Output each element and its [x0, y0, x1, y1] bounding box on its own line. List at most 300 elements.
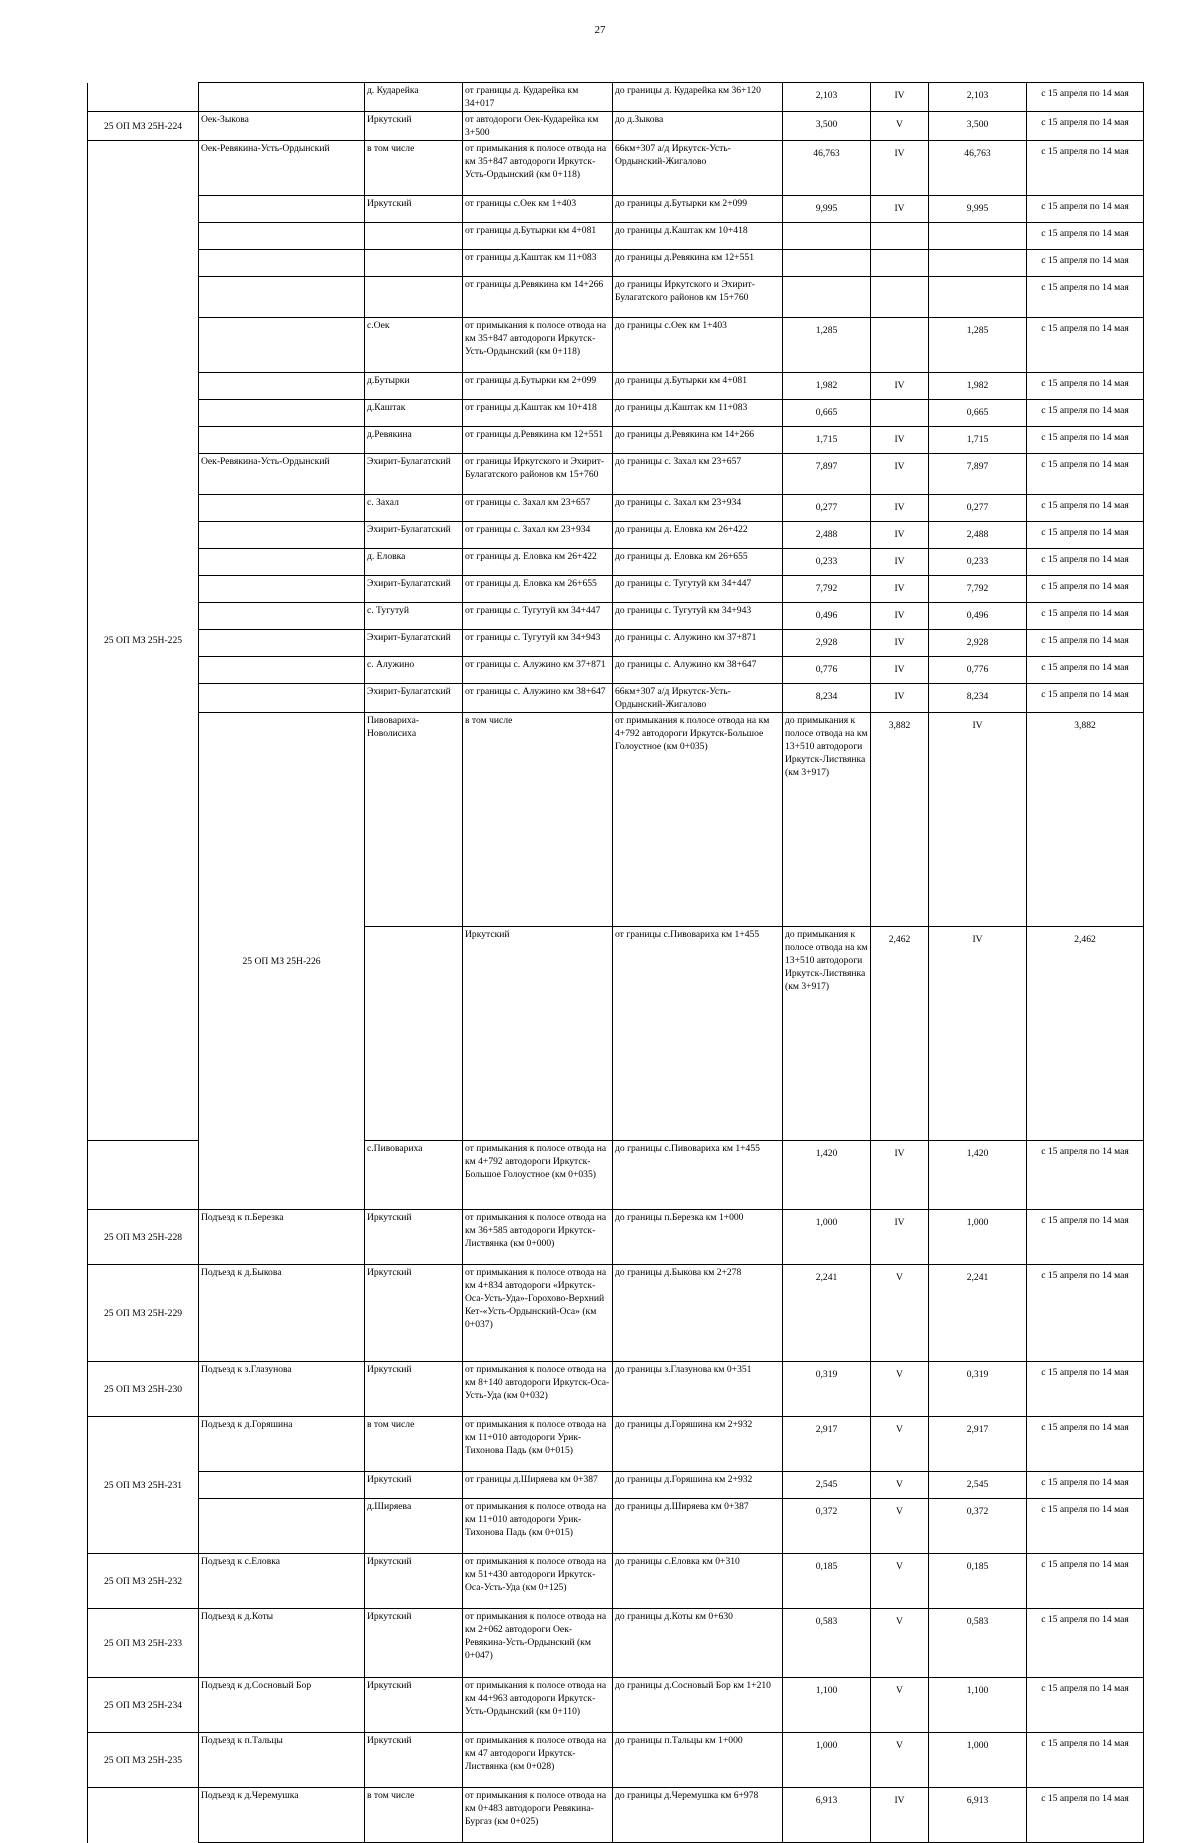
table-row — [88, 1678, 1144, 1733]
category-cell: V — [871, 1499, 929, 1554]
category-cell: IV — [871, 196, 929, 223]
length-cell: 2,928 — [783, 630, 871, 657]
category-cell: IV — [871, 603, 929, 630]
length-cell: 3,882 — [871, 713, 929, 927]
category-cell — [871, 250, 929, 277]
length-total-cell: 1,420 — [929, 1141, 1027, 1210]
district-cell: Эхирит-Булагатский — [365, 522, 463, 549]
road-name-cell — [199, 250, 365, 277]
category-cell: V — [871, 1733, 929, 1788]
district-cell: в том числе — [365, 1417, 463, 1472]
from-cell: от границы д.Ревякина км 12+551 — [463, 427, 613, 454]
from-cell: от границы д.Каштак км 10+418 — [463, 400, 613, 427]
district-cell: Иркутский — [365, 1265, 463, 1362]
restriction-period-cell: с 15 апреля по 14 мая — [1027, 1554, 1144, 1609]
restriction-period-cell: с 15 апреля по 14 мая — [1027, 1362, 1144, 1417]
road-name-cell — [199, 427, 365, 454]
road-name-cell: Подъезд к с.Еловка — [199, 1554, 365, 1609]
table-row — [88, 277, 1144, 318]
district-cell: с.Оек — [365, 318, 463, 373]
category-cell: IV — [871, 83, 929, 112]
restriction-period-cell: с 15 апреля по 14 мая — [1027, 318, 1144, 373]
district-cell — [365, 277, 463, 318]
category-cell: V — [871, 1554, 929, 1609]
table-row — [88, 1362, 1144, 1417]
category-cell: IV — [871, 630, 929, 657]
restriction-period-cell: с 15 апреля по 14 мая — [1027, 657, 1144, 684]
category-cell: IV — [871, 1788, 929, 1843]
from-cell: от примыкания к полосе отвода на км 11+010 автодороги Урик-Тихонова Падь (км 0+015) — [463, 1499, 613, 1554]
table-row — [88, 427, 1144, 454]
to-cell: до границы д.Ревякина км 12+551 — [613, 250, 783, 277]
to-cell: до границы с. Тугутуй км 34+943 — [613, 603, 783, 630]
length-cell: 1,000 — [783, 1733, 871, 1788]
length-total-cell: 1,715 — [929, 427, 1027, 454]
length-cell: 2,103 — [783, 83, 871, 112]
category-cell: IV — [929, 713, 1027, 927]
length-cell — [783, 223, 871, 250]
restriction-period-cell: с 15 апреля по 14 мая — [1027, 1265, 1144, 1362]
from-cell: от границы с. Захал км 23+657 — [463, 495, 613, 522]
length-cell: 2,462 — [871, 927, 929, 1141]
length-total-cell: 1,000 — [929, 1210, 1027, 1265]
road-name-cell — [199, 223, 365, 250]
to-cell: до границы с. Тугутуй км 34+447 — [613, 576, 783, 603]
table-row — [88, 1265, 1144, 1362]
road-name-cell — [199, 522, 365, 549]
road-name-cell — [365, 927, 463, 1141]
district-cell: д.Ревякина — [365, 427, 463, 454]
length-total-cell: 7,792 — [929, 576, 1027, 603]
road-name-cell — [199, 684, 365, 713]
table-row — [88, 318, 1144, 373]
restriction-period-cell: с 15 апреля по 14 мая — [1027, 1472, 1144, 1499]
road-code-cell: 25 ОП МЗ 25Н-230 — [88, 1362, 199, 1417]
to-cell: до границы д.Ширяева км 0+387 — [613, 1499, 783, 1554]
length-total-cell: 0,776 — [929, 657, 1027, 684]
restriction-period-cell: с 15 апреля по 14 мая — [1027, 400, 1144, 427]
length-total-cell: 2,488 — [929, 522, 1027, 549]
from-cell: от границы д.Ширяева км 0+387 — [463, 1472, 613, 1499]
length-total-cell: 0,496 — [929, 603, 1027, 630]
road-name-cell — [88, 1141, 199, 1210]
length-cell: 0,665 — [783, 400, 871, 427]
to-cell: до границы с. Алужино км 37+871 — [613, 630, 783, 657]
from-cell: от границы с. Алужино км 38+647 — [463, 684, 613, 713]
length-cell: 0,319 — [783, 1362, 871, 1417]
table-row — [88, 373, 1144, 400]
length-cell: 2,241 — [783, 1265, 871, 1362]
to-cell: до границы с.Оек км 1+403 — [613, 318, 783, 373]
to-cell: 66км+307 а/д Иркутск-Усть-Ордынский-Жигалово — [613, 684, 783, 713]
category-cell: IV — [871, 549, 929, 576]
to-cell: до границы с. Захал км 23+934 — [613, 495, 783, 522]
road-name-cell — [199, 400, 365, 427]
road-name-cell: Подъезд к д.Горяшина — [199, 1417, 365, 1472]
district-cell: с.Пивовариха — [365, 1141, 463, 1210]
table-row — [88, 1609, 1144, 1678]
from-cell: от границы д. Еловка км 26+422 — [463, 549, 613, 576]
road-code-cell: 25 ОП МЗ 25Н-228 — [88, 1210, 199, 1265]
length-cell: 1,982 — [783, 373, 871, 400]
to-cell: до границы с. Алужино км 38+647 — [613, 657, 783, 684]
district-cell: д.Каштак — [365, 400, 463, 427]
to-cell: до границы д. Еловка км 26+422 — [613, 522, 783, 549]
from-cell: от границы с.Пивовариха км 1+455 — [613, 927, 783, 1141]
district-cell: Иркутский — [365, 1210, 463, 1265]
district-cell: д.Ширяева — [365, 1499, 463, 1554]
table-row — [88, 1788, 1144, 1843]
length-cell: 7,792 — [783, 576, 871, 603]
to-cell: до границы д.Каштак км 11+083 — [613, 400, 783, 427]
from-cell: от границы д. Кударейка км 34+017 — [463, 83, 613, 112]
road-name-cell — [199, 657, 365, 684]
restriction-period-cell: с 15 апреля по 14 мая — [1027, 549, 1144, 576]
length-total-cell: 0,665 — [929, 400, 1027, 427]
length-cell: 2,488 — [783, 522, 871, 549]
district-cell: Иркутский — [463, 927, 613, 1141]
category-cell: IV — [871, 427, 929, 454]
restriction-period-cell: с 15 апреля по 14 мая — [1027, 427, 1144, 454]
length-cell: 1,000 — [783, 1210, 871, 1265]
length-total-cell: 2,545 — [929, 1472, 1027, 1499]
road-code-cell: 25 ОП МЗ 25Н-231 — [88, 1417, 199, 1554]
to-cell: до примыкания к полосе отвода на км 13+510 автодороги Иркутск-Листвянка (км 3+917) — [783, 927, 871, 1141]
district-cell: в том числе — [365, 141, 463, 196]
length-cell: 0,496 — [783, 603, 871, 630]
district-cell: Эхирит-Булагатский — [365, 576, 463, 603]
length-total-cell: 0,319 — [929, 1362, 1027, 1417]
restriction-period-cell: с 15 апреля по 14 мая — [1027, 373, 1144, 400]
category-cell: IV — [871, 1141, 929, 1210]
road-name-cell — [199, 277, 365, 318]
road-name-cell — [199, 576, 365, 603]
road-code-cell: 25 ОП МЗ 25Н-224 — [88, 112, 199, 141]
road-name-cell: Подъезд к з.Глазунова — [199, 1362, 365, 1417]
length-cell: 8,234 — [783, 684, 871, 713]
restriction-period-cell: с 15 апреля по 14 мая — [1027, 1210, 1144, 1265]
table-row — [88, 522, 1144, 549]
restriction-period-cell: с 15 апреля по 14 мая — [1027, 1417, 1144, 1472]
road-name-cell: Подъезд к п.Березка — [199, 1210, 365, 1265]
from-cell: от автодороги Оек-Кударейка км 3+500 — [463, 112, 613, 141]
road-name-cell — [199, 495, 365, 522]
table-row — [88, 1499, 1144, 1554]
to-cell: до границы д.Быкова км 2+278 — [613, 1265, 783, 1362]
district-cell: Иркутский — [365, 112, 463, 141]
restriction-period-cell: с 15 апреля по 14 мая — [1027, 223, 1144, 250]
district-cell: в том числе — [463, 713, 613, 927]
length-cell: 1,420 — [783, 1141, 871, 1210]
category-cell: V — [871, 1678, 929, 1733]
table-row — [88, 1733, 1144, 1788]
table-row — [88, 454, 1144, 495]
from-cell: от примыкания к полосе отвода на км 47 автодороги Иркутск-Листвянка (км 0+028) — [463, 1733, 613, 1788]
from-cell: от границы с. Алужино км 37+871 — [463, 657, 613, 684]
from-cell: от примыкания к полосе отвода на км 35+847 автодороги Иркутск-Усть-Ордынский (км 0+118) — [463, 141, 613, 196]
road-code-cell: 25 ОП МЗ 25Н-235 — [88, 1733, 199, 1788]
road-code-cell: 25 ОП МЗ 25Н-225 — [88, 141, 199, 1141]
to-cell: до границы д. Кударейка км 36+120 — [613, 83, 783, 112]
district-cell: Иркутский — [365, 1472, 463, 1499]
road-name-cell: Пивовариха-Новолисиха — [365, 713, 463, 927]
from-cell: от границы с. Тугутуй км 34+943 — [463, 630, 613, 657]
to-cell: до границы д.Каштак км 10+418 — [613, 223, 783, 250]
district-cell: с. Захал — [365, 495, 463, 522]
from-cell: от границы с. Захал км 23+934 — [463, 522, 613, 549]
category-cell: IV — [871, 373, 929, 400]
page-number: 27 — [594, 24, 606, 36]
length-total-cell: 0,583 — [929, 1609, 1027, 1678]
to-cell: до границы д.Коты км 0+630 — [613, 1609, 783, 1678]
table-row — [88, 400, 1144, 427]
road-name-cell: Оек-Ревякина-Усть-Ордынский — [199, 141, 365, 196]
table-row — [88, 603, 1144, 630]
restriction-period-cell: с 15 апреля по 14 мая — [1027, 250, 1144, 277]
from-cell: от примыкания к полосе отвода на км 51+430 автодороги Иркутск-Оса-Усть-Уда (км 0+125) — [463, 1554, 613, 1609]
length-total-cell: 1,285 — [929, 318, 1027, 373]
road-name-cell — [199, 196, 365, 223]
restriction-period-cell: с 15 апреля по 14 мая — [1027, 196, 1144, 223]
from-cell: от примыкания к полосе отвода на км 36+585 автодороги Иркутск-Листвянка (км 0+000) — [463, 1210, 613, 1265]
to-cell: до границы д.Бутырки км 2+099 — [613, 196, 783, 223]
to-cell: до границы с. Захал км 23+657 — [613, 454, 783, 495]
restriction-period-cell: с 15 апреля по 14 мая — [1027, 1678, 1144, 1733]
table-row — [88, 549, 1144, 576]
road-name-cell — [199, 373, 365, 400]
road-table-wrapper — [87, 82, 1143, 1843]
road-code-cell — [88, 83, 199, 112]
restriction-period-cell: с 15 апреля по 14 мая — [1027, 141, 1144, 196]
from-cell: от примыкания к полосе отвода на км 4+834 автодороги «Иркутск-Оса-Усть-Уда»-Горохово-Верхний Кет-«Усть-Ордынский-Оса» (км 0+037) — [463, 1265, 613, 1362]
table-row — [88, 196, 1144, 223]
to-cell: до границы Иркутского и Эхирит-Булагатского районов км 15+760 — [613, 277, 783, 318]
length-cell: 0,185 — [783, 1554, 871, 1609]
length-total-cell: 0,185 — [929, 1554, 1027, 1609]
to-cell: до границы д.Ревякина км 14+266 — [613, 427, 783, 454]
restriction-period-cell: с 15 апреля по 14 мая — [1027, 576, 1144, 603]
table-row — [88, 112, 1144, 141]
from-cell: от примыкания к полосе отвода на км 4+792 автодороги Иркутск-Большое Голоустное (км 0+035) — [463, 1141, 613, 1210]
to-cell: до границы д. Еловка км 26+655 — [613, 549, 783, 576]
district-cell: Эхирит-Булагатский — [365, 630, 463, 657]
from-cell: от примыкания к полосе отвода на км 44+963 автодороги Иркутск-Усть-Ордынский (км 0+110) — [463, 1678, 613, 1733]
table-row — [88, 1472, 1144, 1499]
to-cell: до границы з.Глазунова км 0+351 — [613, 1362, 783, 1417]
table-row — [88, 576, 1144, 603]
length-total-cell: 0,372 — [929, 1499, 1027, 1554]
to-cell: до границы д.Сосновый Бор км 1+210 — [613, 1678, 783, 1733]
table-row — [88, 713, 1144, 927]
restriction-period-cell: с 15 апреля по 14 мая — [1027, 684, 1144, 713]
category-cell: IV — [871, 576, 929, 603]
restriction-period-cell: с 15 апреля по 14 мая — [1027, 1609, 1144, 1678]
length-cell: 1,285 — [783, 318, 871, 373]
length-cell: 0,233 — [783, 549, 871, 576]
restriction-period-cell: с 15 апреля по 14 мая — [1027, 277, 1144, 318]
restriction-period-cell: с 15 апреля по 14 мая — [1027, 1788, 1144, 1843]
table-row — [88, 630, 1144, 657]
road-name-cell: Подъезд к д.Коты — [199, 1609, 365, 1678]
category-cell: V — [871, 1265, 929, 1362]
restriction-period-cell: с 15 апреля по 14 мая — [1027, 522, 1144, 549]
to-cell: 66км+307 а/д Иркутск-Усть-Ордынский-Жигалово — [613, 141, 783, 196]
road-code-cell: 25 ОП МЗ 25Н-226 — [199, 713, 365, 1210]
table-row — [88, 657, 1144, 684]
from-cell: от границы д.Ревякина км 14+266 — [463, 277, 613, 318]
length-total-cell: 2,928 — [929, 630, 1027, 657]
length-total-cell: 0,233 — [929, 549, 1027, 576]
length-total-cell: 1,100 — [929, 1678, 1027, 1733]
road-name-cell — [199, 83, 365, 112]
length-cell: 1,100 — [783, 1678, 871, 1733]
district-cell — [365, 250, 463, 277]
length-cell — [783, 250, 871, 277]
restriction-period-cell: с 15 апреля по 14 мая — [1027, 83, 1144, 112]
length-total-cell: 3,500 — [929, 112, 1027, 141]
category-cell: V — [871, 1609, 929, 1678]
length-total-cell: 6,913 — [929, 1788, 1027, 1843]
to-cell: до границы п.Березка км 1+000 — [613, 1210, 783, 1265]
district-cell — [365, 223, 463, 250]
length-cell: 2,917 — [783, 1417, 871, 1472]
to-cell: до границы д.Черемушка км 6+978 — [613, 1788, 783, 1843]
from-cell: от примыкания к полосе отвода на км 4+792 автодороги Иркутск-Большое Голоустное (км 0+035) — [613, 713, 783, 927]
length-total-cell: 2,462 — [1027, 927, 1144, 1141]
road-name-cell — [199, 549, 365, 576]
from-cell: от границы д. Еловка км 26+655 — [463, 576, 613, 603]
to-cell: до границы с.Пивовариха км 1+455 — [613, 1141, 783, 1210]
table-row — [88, 495, 1144, 522]
road-name-cell — [199, 630, 365, 657]
restriction-period-cell: с 15 апреля по 14 мая — [1027, 1499, 1144, 1554]
table-row — [88, 1554, 1144, 1609]
category-cell: IV — [871, 141, 929, 196]
road-table — [87, 82, 1144, 1843]
table-row — [88, 83, 1144, 112]
length-cell: 0,583 — [783, 1609, 871, 1678]
category-cell: V — [871, 1472, 929, 1499]
from-cell: от границы с.Оек км 1+403 — [463, 196, 613, 223]
length-total-cell: 46,763 — [929, 141, 1027, 196]
restriction-period-cell: с 15 апреля по 14 мая — [1027, 495, 1144, 522]
length-total-cell — [929, 223, 1027, 250]
length-cell: 1,715 — [783, 427, 871, 454]
to-cell: до примыкания к полосе отвода на км 13+510 автодороги Иркутск-Листвянка (км 3+917) — [783, 713, 871, 927]
category-cell: IV — [929, 927, 1027, 1141]
restriction-period-cell: с 15 апреля по 14 мая — [1027, 1141, 1144, 1210]
road-table-body — [88, 83, 1144, 1843]
table-row — [88, 223, 1144, 250]
road-code-cell: 25 ОП МЗ 25Н-234 — [88, 1678, 199, 1733]
road-name-cell: Оек-Ревякина-Усть-Ордынский — [199, 454, 365, 495]
from-cell: от примыкания к полосе отвода на км 35+847 автодороги Иркутск-Усть-Ордынский (км 0+118) — [463, 318, 613, 373]
length-cell: 0,776 — [783, 657, 871, 684]
road-name-cell: Подъезд к д.Черемушка — [199, 1788, 365, 1843]
district-cell: в том числе — [365, 1788, 463, 1843]
to-cell: до границы п.Тальцы км 1+000 — [613, 1733, 783, 1788]
length-cell: 0,372 — [783, 1499, 871, 1554]
category-cell: V — [871, 112, 929, 141]
length-total-cell: 7,897 — [929, 454, 1027, 495]
length-cell — [783, 277, 871, 318]
length-cell: 6,913 — [783, 1788, 871, 1843]
length-cell: 7,897 — [783, 454, 871, 495]
to-cell: до границы с.Еловка км 0+310 — [613, 1554, 783, 1609]
district-cell: д. Еловка — [365, 549, 463, 576]
district-cell: Эхирит-Булагатский — [365, 454, 463, 495]
length-cell: 46,763 — [783, 141, 871, 196]
length-cell: 9,995 — [783, 196, 871, 223]
to-cell: до границы д.Горяшина км 2+932 — [613, 1417, 783, 1472]
category-cell: IV — [871, 522, 929, 549]
district-cell: д. Кударейка — [365, 83, 463, 112]
restriction-period-cell: с 15 апреля по 14 мая — [1027, 630, 1144, 657]
length-total-cell: 2,103 — [929, 83, 1027, 112]
length-total-cell: 1,000 — [929, 1733, 1027, 1788]
road-name-cell: Подъезд к д.Быкова — [199, 1265, 365, 1362]
length-total-cell: 1,982 — [929, 373, 1027, 400]
length-total-cell: 9,995 — [929, 196, 1027, 223]
restriction-period-cell: с 15 апреля по 14 мая — [1027, 1733, 1144, 1788]
category-cell — [871, 400, 929, 427]
table-row — [88, 250, 1144, 277]
from-cell: от границы д.Каштак км 11+083 — [463, 250, 613, 277]
length-total-cell: 8,234 — [929, 684, 1027, 713]
district-cell: с. Тугутуй — [365, 603, 463, 630]
category-cell — [871, 277, 929, 318]
district-cell: Иркутский — [365, 196, 463, 223]
district-cell: Иркутский — [365, 1554, 463, 1609]
length-total-cell: 2,241 — [929, 1265, 1027, 1362]
category-cell — [871, 223, 929, 250]
from-cell: от границы д.Бутырки км 4+081 — [463, 223, 613, 250]
category-cell: IV — [871, 495, 929, 522]
road-name-cell: Подъезд к п.Тальцы — [199, 1733, 365, 1788]
road-name-cell: Оек-Зыкова — [199, 112, 365, 141]
restriction-period-cell: с 15 апреля по 14 мая — [1027, 603, 1144, 630]
from-cell: от примыкания к полосе отвода на км 0+483 автодороги Ревякина-Бургаз (км 0+025) — [463, 1788, 613, 1843]
category-cell: IV — [871, 454, 929, 495]
road-code-cell: 25 ОП МЗ 25Н-233 — [88, 1609, 199, 1678]
table-row — [88, 684, 1144, 713]
district-cell: Эхирит-Булагатский — [365, 684, 463, 713]
table-row — [88, 1210, 1144, 1265]
table-row — [88, 1417, 1144, 1472]
district-cell: Иркутский — [365, 1733, 463, 1788]
road-code-cell: 25 ОП МЗ 25Н-232 — [88, 1554, 199, 1609]
road-name-cell — [199, 318, 365, 373]
category-cell: IV — [871, 1210, 929, 1265]
length-total-cell: 2,917 — [929, 1417, 1027, 1472]
to-cell: до д.Зыкова — [613, 112, 783, 141]
length-cell: 2,545 — [783, 1472, 871, 1499]
category-cell: IV — [871, 684, 929, 713]
district-cell: с. Алужино — [365, 657, 463, 684]
category-cell — [871, 318, 929, 373]
length-total-cell — [929, 277, 1027, 318]
to-cell: до границы д.Бутырки км 4+081 — [613, 373, 783, 400]
category-cell: V — [871, 1362, 929, 1417]
road-name-cell — [199, 1499, 365, 1554]
district-cell: Иркутский — [365, 1609, 463, 1678]
from-cell: от примыкания к полосе отвода на км 2+062 автодороги Оек-Ревякина-Усть-Ордынский (км 0+047) — [463, 1609, 613, 1678]
from-cell: от примыкания к полосе отвода на км 8+140 автодороги Иркутск-Оса-Усть-Уда (км 0+032) — [463, 1362, 613, 1417]
road-code-cell — [88, 1788, 199, 1843]
from-cell: от границы Иркутского и Эхирит-Булагатского районов км 15+760 — [463, 454, 613, 495]
from-cell: от границы д.Бутырки км 2+099 — [463, 373, 613, 400]
district-cell: д.Бутырки — [365, 373, 463, 400]
